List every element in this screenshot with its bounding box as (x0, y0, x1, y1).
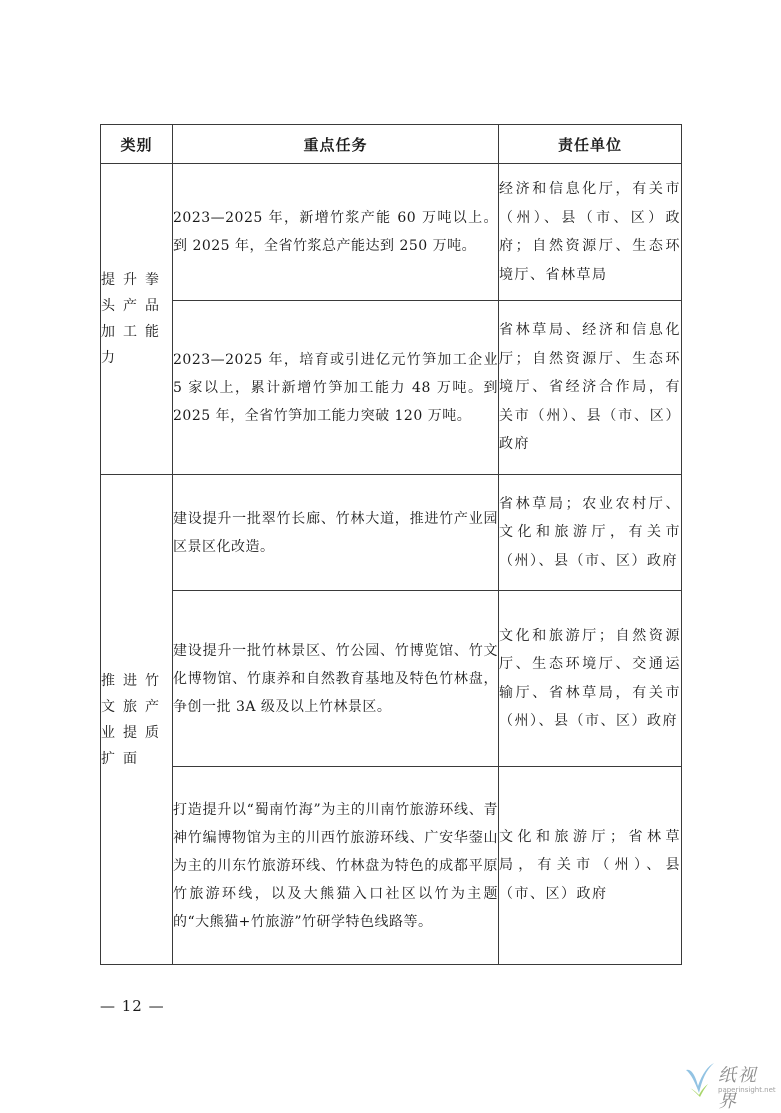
unit-text: 文化和旅游厅；省林草局，有关市（州）、县（市、区）政府 (499, 828, 681, 902)
unit-text: 省林草局；农业农村厅、文化和旅游厅，有关市（州）、县（市、区）政府 (499, 495, 681, 569)
task-text: 建设提升一批翠竹长廊、竹林大道，推进竹产业园区景区化改造。 (173, 510, 498, 555)
watermark-url: paperinsight.net (718, 1086, 776, 1094)
unit-text: 省林草局、经济和信息化厅；自然资源厅、生态环境厅、省经济合作局，有关市（州）、县（市、区）政府 (499, 322, 681, 453)
table-row (101, 475, 682, 591)
category-cell (101, 164, 173, 475)
task-text: 2023—2025 年，培育或引进亿元竹笋加工企业 5 家以上，累计新增竹笋加工能力 48 万吨。到 2025 年，全省竹笋加工能力突破 120 万吨。 (173, 351, 498, 424)
unit-cell (499, 475, 682, 591)
table-row (101, 591, 682, 767)
task-cell (173, 591, 499, 767)
task-cell (173, 475, 499, 591)
unit-cell (499, 591, 682, 767)
unit-text: 文化和旅游厅；自然资源厅、生态环境厅、交通运输厅、省林草局，有关市（州）、县（市、区）政府 (499, 627, 681, 729)
unit-text: 经济和信息化厅，有关市（州）、县（市、区）政府；自然资源厅、生态环境厅、省林草局 (499, 181, 681, 283)
task-cell (173, 301, 499, 475)
watermark (680, 1058, 776, 1112)
page-number: — 12 — (100, 997, 165, 1015)
unit-cell (499, 767, 682, 965)
category-cell (101, 475, 173, 965)
table-row (101, 767, 682, 965)
task-text: 打造提升以“蜀南竹海”为主的川南竹旅游环线、青神竹编博物馆为主的川西竹旅游环线、广安华蓥山为主的川东竹旅游环线、竹林盘为特色的成都平原竹旅游环线，以及大熊猫入口社区以竹为主题的“大熊猫+竹旅游”竹研学特色线路等。 (173, 801, 498, 930)
header-category: 类别 (101, 125, 173, 164)
category-label: 提升拳头产品加工能力 (101, 272, 167, 366)
task-cell (173, 767, 499, 965)
table-header-row (101, 125, 682, 164)
watermark-brand: 纸视界 (718, 1065, 758, 1112)
responsibility-table (100, 124, 682, 965)
task-text: 建设提升一批竹林景区、竹公园、竹博览馆、竹文化博物馆、竹康养和自然教育基地及特色竹林盘，争创一批 3A 级及以上竹林景区。 (173, 642, 498, 715)
task-text: 2023—2025 年，新增竹浆产能 60 万吨以上。到 2025 年，全省竹浆总产能达到 250 万吨。 (173, 210, 498, 254)
header-key-task: 重点任务 (173, 125, 499, 164)
check-swoosh-icon (682, 1060, 716, 1098)
task-cell (173, 164, 499, 301)
unit-cell (499, 301, 682, 475)
table-row (101, 164, 682, 301)
unit-cell (499, 164, 682, 301)
category-label: 推进竹文旅产业提质扩面 (101, 672, 167, 767)
header-responsible-unit: 责任单位 (499, 125, 682, 164)
table-row (101, 301, 682, 475)
